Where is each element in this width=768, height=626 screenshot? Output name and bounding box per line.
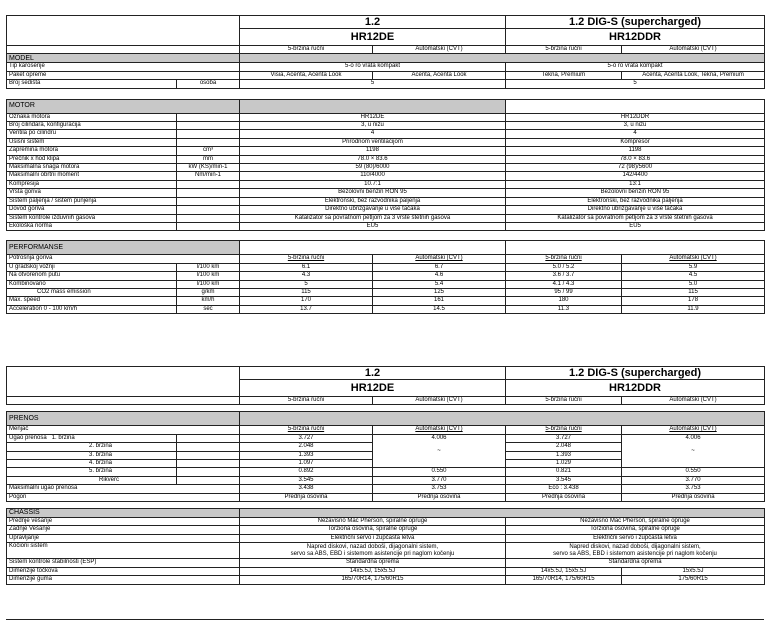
row-value: 5.0 / 5.2 [506, 263, 622, 271]
model-a-code: HR12DE [240, 380, 506, 397]
row-unit [177, 222, 240, 230]
row-value: Automatski (CVT) [373, 426, 506, 434]
row-label: Broj sedišta [7, 80, 177, 88]
row-value: Prednja osovina [240, 493, 373, 501]
section-title: MOTOR [7, 99, 240, 113]
row-value: 1.393 [240, 451, 373, 459]
gear-label: Rikverc [7, 476, 177, 484]
spec-row [7, 155, 765, 163]
spec-row [7, 534, 765, 542]
row-unit [177, 197, 240, 205]
row-value: Acenta, Acenta Look [373, 71, 506, 79]
row-value: 142/4400 [506, 172, 765, 180]
model-a-name: 1.2 [240, 16, 506, 29]
row-label: Oznaka motora [7, 113, 177, 121]
row-value: Torziona osovina, spiralne opruge [240, 526, 506, 534]
spec-row [7, 263, 765, 271]
row-unit: mm [177, 155, 240, 163]
spec-row [7, 214, 765, 222]
row-label: Zapremina motora [7, 147, 177, 155]
section-title: CHASSIS [7, 509, 240, 518]
spec-row [7, 80, 765, 88]
row-value: 3.753 [622, 485, 765, 493]
row-value: 3.545 [240, 476, 373, 484]
row-value: 6.1 [240, 263, 373, 271]
row-label: Kočioni sistem [7, 543, 240, 559]
row-value: HR12DDR [506, 113, 765, 121]
model-a-name: 1.2 [240, 367, 506, 380]
row-value: 5.4 [373, 280, 506, 288]
row-value: 3.753 [373, 485, 506, 493]
row-label: Max. speed [7, 297, 177, 305]
row-unit: l/100 km [177, 263, 240, 271]
row-value: Prirodnom ventilacijom [240, 138, 506, 146]
spec-row-brakes [7, 543, 765, 559]
tilde-mark: ~ [437, 448, 441, 455]
row-value: 3.727 [240, 434, 373, 442]
row-value: 4.3 [240, 272, 373, 280]
row-value: 110/4000 [240, 172, 506, 180]
row-value: 4 [240, 130, 506, 138]
row-value: 2.048 [240, 443, 373, 451]
spec-row [7, 172, 765, 180]
row-value: 5-o ro vrata kompakt [240, 63, 506, 71]
row-unit: l/100 km [177, 272, 240, 280]
row-value: 115 [622, 288, 765, 296]
row-label: Kombinovano [7, 280, 177, 288]
row-value: Direktno ubrizgavanje u više tačaka [240, 206, 506, 214]
row-unit: km/h [177, 297, 240, 305]
row-value: 4.1 / 4.3 [506, 280, 622, 288]
row-value: 3.6 / 3.7 [506, 272, 622, 280]
row-value: 161 [373, 297, 506, 305]
gear-row [7, 476, 765, 484]
row-value: Nezavisno Mac Pherson, spiralne opruge [506, 518, 765, 526]
section-motor [7, 99, 765, 113]
row-value: 95 / 99 [506, 288, 622, 296]
row-value: 15x5.5J [622, 567, 765, 575]
spec-row [7, 197, 765, 205]
gear-row [7, 468, 765, 476]
spec-row [7, 280, 765, 288]
row-label: Dimenzije guma [7, 576, 240, 584]
row-label: Prednje vešanje [7, 518, 240, 526]
spec-row [7, 138, 765, 146]
gear-label: 4. brzina [7, 460, 177, 468]
spec-row [7, 222, 765, 230]
row-value: 5 [240, 280, 373, 288]
row-label: Tip karoserije [7, 63, 240, 71]
row-value: 2.048 [506, 443, 622, 451]
motor-rows [7, 113, 765, 231]
row-value: 78.0 × 83.6 [506, 155, 765, 163]
row-label: Maksimalni ugao prenosa [7, 485, 240, 493]
row-label: CO2 mass emission [7, 288, 177, 296]
spec-row [7, 189, 765, 197]
row-value: 11.9 [622, 305, 765, 313]
row-label: Vrsta goriva [7, 189, 177, 197]
row-value: 4 [506, 130, 765, 138]
trans-cvt-a: Automatski (CVT) [373, 46, 506, 54]
section-title: PRENOS [7, 412, 240, 426]
row-label: Usisni sistem [7, 138, 177, 146]
row-value: Automatski (CVT) [373, 255, 506, 263]
row-label: Kompresija [7, 180, 177, 188]
row-label: Ventila po cilindru [7, 130, 177, 138]
section-model [7, 54, 765, 63]
section-prenos [7, 412, 765, 426]
row-value: Torziona osovina, spiralne opruge [506, 526, 765, 534]
trans-manual-b: 5-brzina ručni [506, 397, 622, 405]
header-row-model [7, 16, 765, 29]
row-value: 3, u nizu [506, 122, 765, 130]
spec-row [7, 559, 765, 567]
row-label: Sistem kontrole stabilnosti (ESP) [7, 559, 240, 567]
trans-cvt-b: Automatski (CVT) [622, 46, 765, 54]
gear-label: 2. brzina [7, 443, 177, 451]
spec-row [7, 180, 765, 188]
row-label: Maksimalna snaga motora [7, 164, 177, 172]
row-value: Eco : 3.438 [506, 485, 622, 493]
spec-row [7, 164, 765, 172]
section-performance [7, 241, 765, 255]
row-label: Acceleration 0 - 100 km/h [7, 305, 177, 313]
spec-row [7, 71, 765, 79]
row-unit [177, 189, 240, 197]
row-label: Ekološka norma [7, 222, 177, 230]
row-value: 5.9 [622, 263, 765, 271]
header-row-transmission [7, 397, 765, 405]
row-value: 14x5.5J, 15x5.5J [506, 567, 622, 575]
row-value: 6.7 [373, 263, 506, 271]
row-label: Dovod goriva [7, 206, 177, 214]
spec-row [7, 63, 765, 71]
row-unit [177, 214, 240, 222]
row-value: 175/60R15 [622, 576, 765, 584]
row-value: Električni servo i zupčasta letva [240, 534, 506, 542]
gear-row [7, 434, 765, 442]
row-value: Napred diskovi, nazad doboši, dijagonalni sistem, servo sa ABS, EBD i sistemom asistencije pri naglom kočenju [506, 543, 765, 559]
row-unit [177, 138, 240, 146]
row-value: 1.029 [506, 460, 622, 468]
row-value: 3.770 [373, 476, 506, 484]
row-unit: g/km [177, 288, 240, 296]
row-value: 1.097 [240, 460, 373, 468]
row-value: Automatski (CVT) [622, 255, 765, 263]
row-value: Električni servo i zupčasta letva [506, 534, 765, 542]
spec-table-bottom [6, 366, 765, 585]
row-value: Katalizator sa povratnom petljom za 3 vrste štetnih gasova [240, 214, 506, 222]
trans-manual-b: 5-brzina ručni [506, 46, 622, 54]
model-b-name: 1.2 DIG-S (supercharged) [506, 16, 765, 29]
trans-cvt-b: Automatski (CVT) [622, 397, 765, 405]
spec-row [7, 493, 765, 501]
spec-row [7, 567, 765, 575]
row-value: 4.6 [373, 272, 506, 280]
row-unit [177, 180, 240, 188]
row-unit: osoba [177, 80, 240, 88]
row-value: 3.438 [240, 485, 373, 493]
row-value: 59 (80)/6000 [240, 164, 506, 172]
row-label: Na otvorenom putu [7, 272, 177, 280]
row-label: Upravljanje [7, 534, 240, 542]
spec-row [7, 576, 765, 584]
row-value: 5-brzina ručni [506, 426, 622, 434]
row-value: Bezolovni benzin RON 95 [240, 189, 506, 197]
spec-row [7, 272, 765, 280]
model-a-code: HR12DE [240, 29, 506, 46]
header-blank [7, 397, 240, 405]
perf-header-row [7, 255, 765, 263]
row-label: U gradskoj vožnji [7, 263, 177, 271]
model-b-name: 1.2 DIG-S (supercharged) [506, 367, 765, 380]
trans-manual-a: 5-brzina ručni [240, 397, 373, 405]
spec-row [7, 288, 765, 296]
row-value: 0.550 [373, 468, 506, 476]
row-value: 3.770 [622, 476, 765, 484]
header-blank [7, 367, 240, 397]
row-label: Potrošnja goriva [7, 255, 240, 263]
row-label: Pogon [7, 493, 240, 501]
spec-row [7, 122, 765, 130]
cvt-merged-a: 4.006 ~ [373, 434, 506, 468]
row-value: EU5 [506, 222, 765, 230]
row-value: 5-brzina ručni [506, 255, 622, 263]
section-title: PERFORMANSE [7, 241, 240, 255]
row-value: Direktno ubrizgavanje u više tačaka [506, 206, 765, 214]
row-value: 178 [622, 297, 765, 305]
row-value: Acenta, Acenta Look, Tekna, Premium [622, 71, 765, 79]
row-value: 165/70R14, 175/60R15 [240, 576, 506, 584]
row-value: 5 [240, 80, 506, 88]
row-label: Zadnje Vešanje [7, 526, 240, 534]
row-value: Prednja osovina [622, 493, 765, 501]
row-value: 13.7 [240, 305, 373, 313]
row-label: Sistem paljenja / sistem punjenja [7, 197, 177, 205]
spec-row [7, 206, 765, 214]
row-value: 14x5.5J, 15x5.5J [240, 567, 506, 575]
row-value: Visia, Acenta, Acenta Look [240, 71, 373, 79]
gear-label: 5. brzina [7, 468, 177, 476]
cvt-merged-b: 4.006 ~ [622, 434, 765, 468]
row-value: 3.727 [506, 434, 622, 442]
row-value: Elektronski, bez razvodnika paljenja [506, 197, 765, 205]
row-value: 14.5 [373, 305, 506, 313]
row-value: 10.7:1 [240, 180, 506, 188]
row-value: 78.0 × 83.6 [240, 155, 506, 163]
spec-row [7, 518, 765, 526]
row-value: Nezavisno Mac Pherson, spiralne opruge [240, 518, 506, 526]
model-b-code: HR12DDR [506, 380, 765, 397]
row-unit: cm³ [177, 147, 240, 155]
row-value: 1.393 [506, 451, 622, 459]
performance-rows [7, 263, 765, 313]
row-label: Prečnik x hod klipa [7, 155, 177, 163]
ratio-label: Ugao prenosa [9, 434, 47, 441]
row-value: Prednja osovina [506, 493, 622, 501]
row-value: 5 [506, 80, 765, 88]
spec-row [7, 130, 765, 138]
row-value: 11.3 [506, 305, 622, 313]
row-label: Paket opreme [7, 71, 240, 79]
row-value: Kompresor [506, 138, 765, 146]
gear-label: 3. brzina [7, 451, 177, 459]
row-value: 165/70R14, 175/60R15 [506, 576, 622, 584]
model-b-code: HR12DDR [506, 29, 765, 46]
row-value: Katalizator sa povratnom petljom za 3 vrste štetnih gasova [506, 214, 765, 222]
row-value: 0.550 [622, 468, 765, 476]
row-unit [177, 130, 240, 138]
row-value: 125 [373, 288, 506, 296]
row-value: Standardna oprema [506, 559, 765, 567]
tilde-mark: ~ [691, 448, 695, 455]
header-blank [7, 16, 240, 46]
row-label: Dimenzije točkova [7, 567, 240, 575]
gear-label: 1. brzina [51, 434, 75, 441]
row-value: 3, u nizu [240, 122, 506, 130]
header-row-model [7, 367, 765, 380]
row-value: Automatski (CVT) [622, 426, 765, 434]
row-value: Elektronski, bez razvodnika paljenja [240, 197, 506, 205]
trans-manual-a: 5-brzina ručni [240, 46, 373, 54]
row-value: Standardna oprema [240, 559, 506, 567]
row-unit: sec [177, 305, 240, 313]
trans-cvt-a: Automatski (CVT) [373, 397, 506, 405]
row-value: 5.0 [622, 280, 765, 288]
row-value: 170 [240, 297, 373, 305]
row-value: 5-o ro vrata kompakt [506, 63, 765, 71]
row-value: 115 [240, 288, 373, 296]
row-value: 3.545 [506, 476, 622, 484]
row-value: Tekna, Premium [506, 71, 622, 79]
row-value: 0.892 [240, 468, 373, 476]
row-unit: l/100 km [177, 280, 240, 288]
section-title: MODEL [7, 54, 240, 63]
spec-row [7, 305, 765, 313]
row-value: 180 [506, 297, 622, 305]
spec-row [7, 485, 765, 493]
row-value: 1198 [506, 147, 765, 155]
row-unit [177, 206, 240, 214]
row-value: 13:1 [506, 180, 765, 188]
row-value: 72 (98)/5600 [506, 164, 765, 172]
section-chassis [7, 509, 765, 518]
row-unit [177, 113, 240, 121]
row-value: Bezolovni benzin RON 95 [506, 189, 765, 197]
row-value: 0.821 [506, 468, 622, 476]
spec-table-top [6, 15, 765, 314]
row-value: 5-brzina ručni [240, 255, 373, 263]
row-unit: kW (KS)/min-1 [177, 164, 240, 172]
spec-row [7, 297, 765, 305]
header-blank [7, 46, 240, 54]
row-label: Broj cilindara, konfiguracija [7, 122, 177, 130]
row-value: 4.5 [622, 272, 765, 280]
row-label: Maksimalni obrtni moment [7, 172, 177, 180]
row-label [7, 434, 177, 442]
spec-row [7, 526, 765, 534]
spec-row [7, 147, 765, 155]
row-unit: Nm/min-1 [177, 172, 240, 180]
row-value: HR12DE [240, 113, 506, 121]
row-value: Prednja osovina [373, 493, 506, 501]
row-unit [177, 122, 240, 130]
spec-row [7, 113, 765, 121]
header-row-transmission [7, 46, 765, 54]
row-value: EU5 [240, 222, 506, 230]
row-value: 1198 [240, 147, 506, 155]
row-label: Sistem kontrole izduvnih gasova [7, 214, 177, 222]
prenos-header-row [7, 426, 765, 434]
row-value: Napred diskovi, nazad doboši, dijagonalni sistem, servo sa ABS, EBD i sistemom asistencije pri naglom kočenju [240, 543, 506, 559]
row-label: Menjač [7, 426, 240, 434]
row-value: 5-brzina ručni [240, 426, 373, 434]
